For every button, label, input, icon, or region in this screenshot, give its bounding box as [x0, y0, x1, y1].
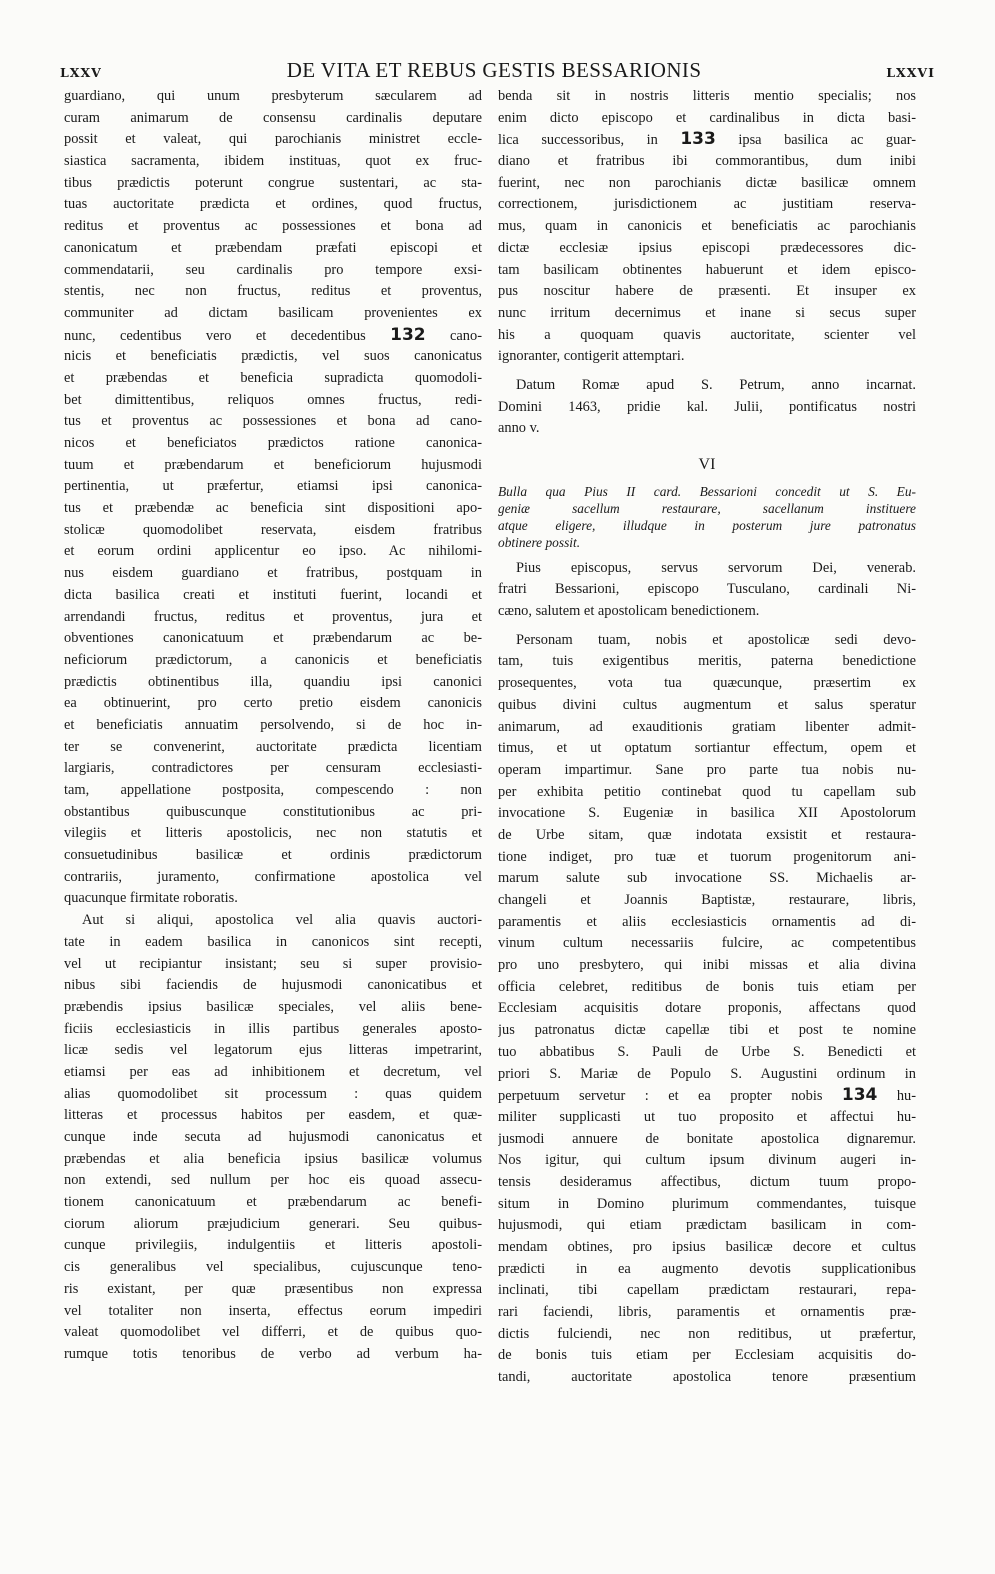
text-line: tionem canonicatuum et præbendarum ac benefi- [64, 1194, 482, 1211]
text-line: tandi, auctoritate apostolica tenore præsentium [498, 1369, 916, 1386]
text-line: arrendandi fructus, reditus et proventus, jura et [64, 608, 482, 625]
text-line: guardiano, qui unum presbyterum sæcularem ad [64, 88, 482, 104]
text-line: canonicatum et præbendam præfati episcopi et [64, 239, 482, 256]
text-line: reditus et proventus ac possessiones et bona ad [64, 218, 482, 235]
text-line: lica successoribus, in 133 ipsa basilica ac guar- [498, 129, 916, 150]
text-line: consuetudinibus basilicæ et ordinis prædictorum [64, 847, 482, 864]
bull-text [498, 630, 916, 1389]
text-line: cis generalibus vel specialibus, cujuscunque teno- [64, 1259, 482, 1276]
text-line: invocatione S. Eugeniæ in basilica XII Apostolorum [498, 805, 916, 822]
text-line: hujusmodi, qui etiam prædictam basilicam in com- [498, 1217, 916, 1234]
text-line: Ecclesiam acquisitis dotare proponis, affectans quod [498, 1000, 916, 1017]
text-line: changeli et Joannis Baptistæ, restaurare, libris, [498, 892, 916, 908]
text-line: stentis, nec non fructus, reditus et proventus, [64, 283, 482, 300]
text-line: nus eisdem guardiano et fratribus, postquam in [64, 565, 482, 582]
text-line: siastica sacramenta, ibidem instituas, quot ex fruc- [64, 153, 482, 170]
text-line: quibus divini cultus augmentum et salus speratur [498, 696, 916, 713]
text-line: tate in eadem basilica in canonicos sint recepti, [64, 933, 482, 950]
text-line: prædicti in ea augmento devotis supplicationibus [498, 1260, 916, 1277]
text-line: jusmodi annuere de bonitate apostolica dignaremur. [498, 1130, 916, 1147]
text-line: præbendis ipsius basilicæ speciales, vel aliis bene- [64, 998, 482, 1015]
folio-right: LXXVI [886, 65, 935, 80]
text-line: tus et proventus ac possessiones et bona ad cano- [64, 413, 482, 430]
text-line: pro uno presbytero, qui inibi missas et alia divina [498, 957, 916, 974]
text-line: vel totaliter non inserta, effectus eorum impediri [64, 1302, 482, 1319]
margin-number: 134 [841, 1085, 878, 1106]
text-line: et beneficiatis annuatim persolvendo, si de hoc in- [64, 716, 482, 733]
dating-clause [498, 375, 916, 440]
text-line: priori S. Mariæ de Populo S. Augustini ordinum in [498, 1065, 916, 1082]
text-line: correctionem, jurisdictionem ac justitiam reserva- [498, 196, 916, 213]
text-line: licæ sedis vel legatorum ejus litteras impetrarint, [64, 1042, 482, 1059]
text-line: his a quoquam quavis auctoritate, scienter vel [498, 326, 916, 343]
folio-left: LXXV [60, 65, 102, 80]
text-line: tensis desideramus affectibus, dictum tuum propo- [498, 1173, 916, 1190]
text-line: ignoranter, contigerit attemptari. [498, 348, 685, 365]
text-line: vinum cultum necessariis fulcire, ac competentibus [498, 935, 916, 952]
text-line: timus, et ut optatum sortiantur effectum, opem et [498, 740, 916, 757]
text-line: prosequentes, vota tua quæcunque, præsertim ex [498, 675, 916, 692]
text-line: tuo abbatibus S. Pauli de Urbe S. Benedicti et [498, 1043, 916, 1060]
text-line: obstantibus quibuscunque constitutionibus ac pri- [64, 803, 482, 820]
rubric-line: obtinere possit. [498, 534, 581, 550]
right-column-continuation [498, 86, 916, 368]
text-line: dicta basilica creati et instituti fuerint, locandi et [64, 586, 482, 603]
salutation-line: Pius episcopus, servus servorum Dei, venerab. [516, 559, 916, 576]
text-line: inclinati, tibi capellam prædictam restaurari, repa- [498, 1282, 916, 1299]
text-line: tuum et præbendarum et beneficiorum hujusmodi [64, 456, 482, 473]
text-line: litteras et processus habitos per easdem, et quæ- [64, 1107, 482, 1124]
text-line: pus noscitur habere de præsenti. Et insuper ex [498, 283, 916, 300]
text-line: de bonis tuis etiam per Ecclesiam acquisitis do- [498, 1347, 916, 1364]
text-line: neficiorum prædictorum, a canonicis et beneficiatis [64, 651, 482, 668]
text-line: curam animarum de consensu cardinalis deputare [64, 109, 482, 126]
text-line: ea obtinuerint, pro certo pretio eisdem canonicis [64, 695, 482, 712]
text-line: commendatarii, seu cardinalis pro tempore exsi- [64, 261, 482, 278]
text-line: obventiones canonicatuum et præbendarum ac be- [64, 630, 482, 647]
text-line: officia celebret, reditibus de bonis tuis etiam per [498, 978, 916, 995]
text-line: pertinentia, ut præfertur, etiamsi ipsi canonica- [64, 478, 482, 495]
text-line: alias quomodolibet sit processum : quas quidem [64, 1085, 482, 1102]
text-line: marum salute sub invocatione SS. Michaelis ar- [498, 870, 916, 887]
running-head [60, 58, 935, 84]
text-line: dictis fulciendi, nec non reditibus, ut præfertur, [498, 1325, 916, 1342]
text-line: tam, appellatione postposita, compescendo : non [64, 782, 482, 798]
text-line: per exhibita petitio continebat quod tu capellam sub [498, 783, 916, 800]
text-line: rari faciendi, libris, paramentis et ornamentis præ- [498, 1304, 916, 1321]
dating-line: Datum Romæ apud S. Petrum, anno incarnat. [516, 376, 916, 393]
text-line: ris existant, per quæ præsentibus non expressa [64, 1280, 482, 1297]
dating-line: Domini 1463, pridie kal. Julii, pontificatus nostri [498, 398, 916, 415]
text-line: perpetuum servetur : et ea propter nobis 134 hu- [498, 1085, 916, 1106]
text-line: tam basilicam obtinentes habuerunt et idem episco- [498, 261, 916, 278]
text-line: tione indiget, pro tuæ et tuorum progenitorum ani- [498, 848, 916, 865]
rubric-line: Bulla qua Pius II card. Bessarioni concedit ut S. Eu- [498, 483, 916, 499]
right-column [498, 86, 916, 1389]
rubric-line: geniæ sacellum restaurare, sacellanum instituere [498, 500, 916, 516]
text-line: tibus prædictis poterunt congrue sustentari, ac sta- [64, 174, 482, 191]
rubric-line: atque eligere, illudque in posterum jure patronatus [498, 517, 916, 533]
text-line: mendam obtines, pro ipsius basilicæ decore et cultus [498, 1239, 916, 1255]
section-number: VI [698, 456, 716, 473]
text-line: et eorum ordini applicentur eo ipso. Ac nihilomi- [64, 543, 482, 560]
text-line: stolicæ quomodolibet reservata, eisdem fratribus [64, 521, 482, 538]
text-line: dictæ ecclesiæ ipsius episcopi prædecessores dic- [498, 239, 916, 256]
margin-number: 132 [390, 324, 426, 345]
text-line: nicos et beneficiatos prædictos ratione canonica- [64, 435, 482, 451]
text-line: cunque inde secuta ad hujusmodi canonicatus et [64, 1129, 482, 1145]
text-line: valeat quomodolibet vel differri, et de quibus quo- [64, 1324, 482, 1341]
text-line: præbendas et alia beneficia ipsius basilicæ volumus [64, 1150, 482, 1167]
text-line: mus, quam in canonicis et beneficiatis ac parochianis [498, 218, 916, 235]
text-line: bet dimittentibus, reliquos omnes fructus, redi- [64, 391, 482, 408]
text-line: contrariis, juramento, confirmatione apostolica vel [64, 868, 482, 885]
text-line: ficiis ecclesiasticis in illis partibus generales aposto- [64, 1020, 482, 1037]
section-rubric [498, 483, 916, 551]
text-line: tus et præbendæ ac beneficia sint dispositioni apo- [64, 500, 482, 517]
text-line: tam, tuis exigentibus meritis, paterna benedictione [498, 653, 916, 670]
left-column [64, 86, 482, 1366]
salutation-line: cæno, salutem et apostolicam benedictionem. [498, 603, 760, 620]
dating-line: anno v. [498, 420, 540, 437]
text-line: situm in Domino plurimum commendantes, tuisque [498, 1195, 916, 1212]
text-line: et præbendas et beneficia supradicta quomodoli- [64, 369, 482, 386]
text-line: non extendi, sed nullum per hoc eis quoad assecu- [64, 1172, 482, 1189]
text-line: de Urbe sitam, quæ indotata exsistit et restaura- [498, 826, 916, 843]
running-title: DE VITA ET REBUS GESTIS BESSARIONIS [286, 58, 702, 82]
salutation-line: fratri Bessarioni, episcopo Tusculano, cardinali Ni- [498, 581, 916, 598]
text-line: nunc irritum decernimus et inane si secus super [498, 304, 916, 321]
text-line: prædictis obtinentibus illa, quandiu ipsi canonici [64, 673, 482, 690]
text-line: etiamsi per eas ad inhibitionem et decretum, vel [64, 1063, 482, 1080]
text-line: operam impartimur. Sane pro parte tua nobis nu- [498, 761, 916, 778]
text-line: nicis et beneficiatis prædictis, vel suos canonicatus [64, 348, 482, 365]
text-line: Personam tuam, nobis et apostolicæ sedi devo- [516, 631, 916, 648]
text-line: paramentis et aliis ecclesiasticis ornamentis ad di- [498, 913, 916, 930]
text-line: animarum, ad exauditionis gratiam libenter admit- [498, 718, 916, 735]
text-line: benda sit in nostris litteris mentio specialis; nos [498, 88, 916, 104]
margin-number: 133 [680, 129, 716, 150]
text-line: vilegiis et litteris apostolicis, nec non statutis et [64, 825, 482, 842]
text-line: rumque totis tenoribus de verbo ad verbum ha- [64, 1345, 482, 1362]
text-line: militer supplicasti ut tuo proposito et affectui hu- [498, 1108, 916, 1125]
text-line: nibus sibi faciendis de hujusmodi canonicatibus et [64, 977, 482, 994]
text-line: cunque privilegiis, indulgentiis et litteris apostoli- [64, 1237, 482, 1254]
text-line: Nos igitur, qui cultum ipsum divinum augeri in- [498, 1152, 916, 1169]
text-line: Aut si aliqui, apostolica vel alia quavis auctori- [82, 912, 482, 929]
text-line: ter se convenerint, auctoritate prædicta licentiam [64, 738, 482, 755]
text-line: nunc, cedentibus vero et decedentibus 132 cano- [64, 324, 482, 345]
text-line: quacunque firmitate roboratis. [64, 890, 238, 907]
text-line: tuas auctoritate prædicta et ordines, quod fructus, [64, 196, 482, 213]
text-line: largiaris, contradictores per censuram ecclesiasti- [64, 760, 482, 777]
text-line: communiter ad dictam basilicam provenientes ex [64, 304, 482, 321]
text-line: diano et fratribus ibi commorantibus, dum inibi [498, 153, 916, 170]
text-line: enim dicto episcopo et cardinalibus in dicta basi- [498, 109, 916, 126]
text-line: fuerint, nec non parochianis dictæ basilicæ omnem [498, 174, 916, 191]
text-line: vel ut recipiantur insistant; seu si super provisio- [64, 955, 482, 972]
text-line: possit et valeat, qui parochianis ministret eccle- [64, 131, 482, 148]
text-line: ciorum aliorum præjudicium generari. Seu quibus- [64, 1215, 482, 1232]
salutation [498, 558, 916, 623]
text-line: jus patronatus dictæ capellæ tibi et post te nomine [498, 1022, 916, 1039]
